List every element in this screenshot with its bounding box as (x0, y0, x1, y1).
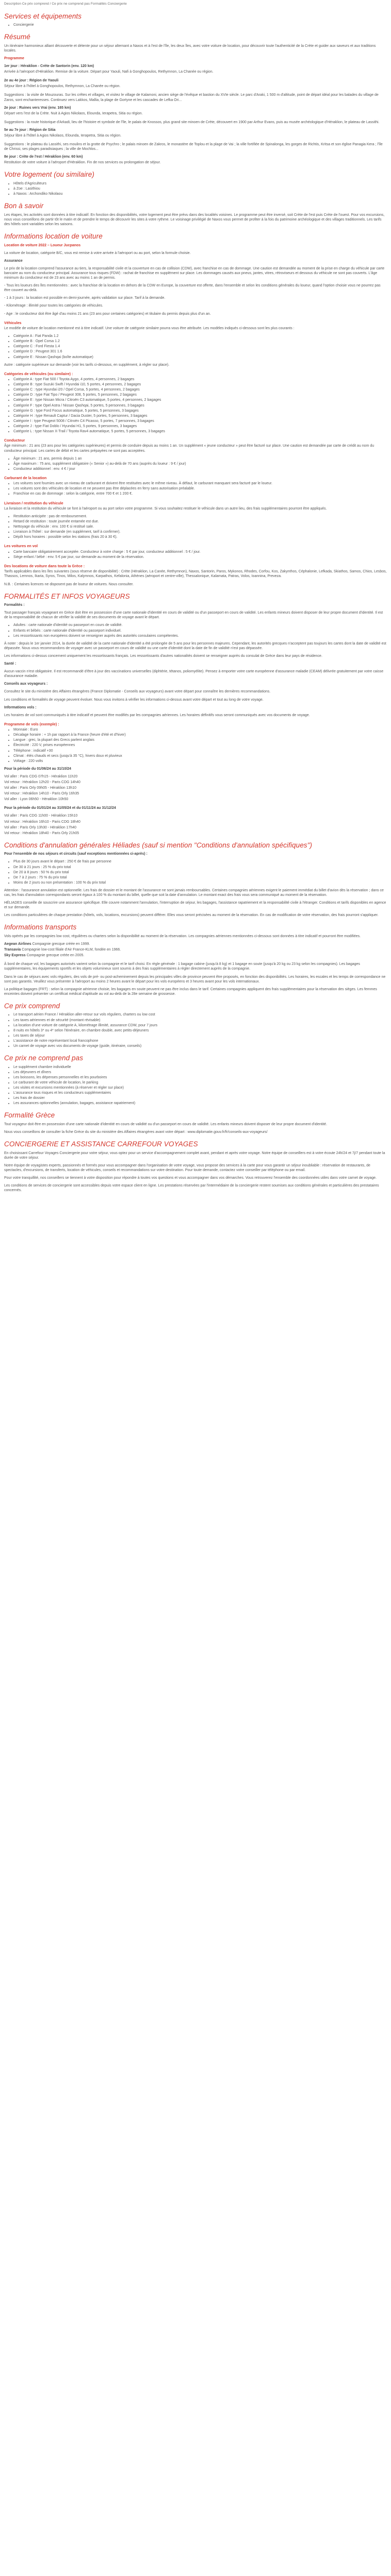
airline-item (4, 953, 387, 958)
info-item: • Langue : grec, la plupart des Grecs parlent anglais (13, 738, 387, 742)
day-text: Arrivée à l'aéroport d'Héraklion. Remise de la voiture. Départ pour Yaouli, Nafi à Gonghopoulos, Rethymnon, La Chanée ou région. (4, 70, 214, 74)
vols-period-list (4, 774, 387, 802)
day-text: Restitution de votre voiture à l'aéroport d'Héraklion. Fin de nos services ou prolongation de séjour. (4, 161, 161, 165)
loueur-note: N.B. : Certaines licences ne disposent pas de loueur de voitures. Nous consulter. (4, 582, 134, 586)
conseils-title: Conseils aux voyageurs : (4, 682, 48, 686)
prix-comprend-item: • Les taxes de séjour (13, 1033, 387, 1038)
info-item: • Décalage horaire : + 1h par rapport à la France (heure d'été et d'hiver) (13, 733, 387, 737)
vehicules-text: Le modèle de voiture de location mentionné est à titre indicatif. Une voiture de catégorie similaire pourra vous être attribuée. Les modèles indiqués ci-dessous sont les plus courants : (4, 327, 295, 331)
carburant-title: Carburant de la location (4, 475, 47, 480)
annulation-title: Conditions d'annulation générales Héliades (sauf si mention "Conditions d'annulation spécifiques") (4, 841, 313, 849)
formalites-text: Tout passager français voyageant en Grèce doit être en possession d'une carte nationale d'identité en cours de validité ou d'un passeport en cours de validité. Les enfants mineurs doivent disposer de leur propre document d'identité. Il est de la responsabilité de chacun de vérifier la validité de ses documents de voyage avant le départ. (4, 611, 383, 620)
day-block (4, 128, 387, 138)
day-block (4, 78, 387, 89)
prix-ne-comprend-item: • Les déjeuners et dîners (13, 1070, 387, 1075)
categories-list (4, 377, 387, 434)
formalite-item: • Enfants et bébés : carte nationale d'identité ou passeport individuel. (13, 629, 387, 633)
conducteur-text: Âge minimum : 21 ans (23 ans pour les catégories supérieures) et permis de conduire depuis au moins 1 an. Un supplément « jeune conducteur » peut être facturé sur place. Une caution est demandée par carte de crédit au nom du conducteur principal. Les cartes de débit et les cartes prépayées ne sont pas acceptées. (4, 444, 374, 453)
voitures-options-list (4, 550, 387, 560)
services-item: • Conciergerie (13, 23, 387, 27)
livraison-list (4, 514, 387, 539)
loueur-text: Tarifs applicables dans les îles suivantes (sous réserve de disponibilité) : Crète (Héraklion, La Canée, Rethymnon), Naxos, Santorin, Paros, Mykonos, Rhodes, Corfou, Kos, Zakynthos, Céphalonie, Lefkada, Skiathos, Samos, Chios, Lesbos, Thassos, Lemnos, Ikaria, Syros, Tinos, Milos, Kalymnos, Karpathos, Kefalonia, Athènes (aéroport et centre-ville), Thessalonique, Kalamata, Patras, Volos, Ioannina, Preveza. (4, 570, 387, 579)
vehicule-item: • Catégorie B : Opel Corsa 1.2 (13, 339, 387, 344)
formalites-text: À noter : depuis le 1er janvier 2014, la durée de validité de la carte nationale d'identité a été prolongée de 5 ans pour les personnes majeures. Cependant, les autorités grecques n'acceptent pas toujours les cartes dont la date de validité est dépassée. Nous vous recommandons de voyager avec un passeport en cours de validité ou une carte d'identité dont la date de fin de validité n'est pas dépassée. (4, 641, 386, 650)
livraison-item: • Livraison à l'hôtel : sur demande (en supplément, tarif à confirmer). (13, 530, 387, 534)
day-text: Séjour libre à l'hôtel à Gonghopoulos, Rethymnon, La Chanée ou région. (4, 84, 121, 89)
prix-ne-comprend-item: • Le carburant de votre véhicule de location, le parking (13, 1080, 387, 1085)
info-item: • Monnaie : Euro (13, 727, 387, 732)
transports-text: La politique bagages (FRT) : selon la compagnie aérienne choisie, les bagages en soute peuvent ne pas être inclus dans le tarif. Certaines compagnies appliquent des frais supplémentaires pour la réservation des sièges. Les femmes enceintes doivent présenter un certificat médical d'aptitude au vol au-delà de la 28e semaine de grossesse. (4, 987, 377, 996)
airline-desc: Compagnie low-cost filiale d'Air France-KLM, fondée en 1966. (22, 948, 121, 952)
voitures-options-title: Les voitures en vol (4, 544, 38, 549)
day-block (4, 106, 387, 116)
loueur-title: Des locations de voiture dans toute la Grèce : (4, 564, 85, 569)
prix-comprend-item: • L'assistance de notre représentant local francophone (13, 1039, 387, 1043)
formalites-text: Les informations ci-dessus concernent uniquement les ressortissants français. Les ressortissants d'autres nationalités doivent se renseigner auprès du consulat de Grèce dans leur pays de résidence. (4, 654, 322, 658)
annulation-text: Attention : l'assurance annulation est optionnelle. Les frais de dossier et le montant de l'assurance ne sont jamais remboursables. Certaines compagnies aériennes exigent le paiement immédiat du billet d'avion dès la réservation ; dans ce cas, les frais d'annulation correspondants seront égaux à 100 % du montant du billet, quelle que soit la date d'annulation. Le montant exact des frais vous sera communiqué au moment de la réservation. (4, 888, 384, 897)
prix-comprend-item: • Les taxes aériennes et de sécurité (montant révisable) (13, 1018, 387, 1023)
airline-name: Aegean Airlines (4, 942, 31, 946)
prix-ne-comprend-item: • L'assurance tous risques et les conducteurs supplémentaires (13, 1091, 387, 1095)
annulation-item: • De 7 à 2 jours : 75 % du prix total (13, 875, 387, 880)
services-title: Services et équipements (4, 12, 82, 20)
vol-line: Vol aller : Paris CDG 07h15 - Héraklion 11h20 (4, 774, 78, 778)
transports-text: Vols opérés par les compagnies low cost, régulières ou charters selon la disponibilité au moment de la réservation. Les compagnies aériennes mentionnées ci-dessous sont données à titre indicatif et pourront être modifiées. (4, 934, 361, 938)
carburant-item: • Franchise en cas de dommage : selon la catégorie, entre 700 € et 1 200 €. (13, 492, 387, 496)
location-text: Le prix de la location comprend l'assurance au tiers, la responsabilité civile et la couverture en cas de collision (CDW), avec franchise en cas de dommage. Une caution est demandée au moment de la prise en charge du véhicule par carte bancaire au nom du conducteur principal. Assurance tous risques (FDW) : rachat de franchise en supplément sur place. Les dommages causés aux pneus, jantes, vitres, rétroviseurs et dessous du véhicule ne sont pas couverts. L'âge minimum du conducteur est de 23 ans avec au moins 1 an de permis. (4, 266, 385, 280)
day-title: 2e au 4e jour : Région de Yaouli (4, 79, 59, 83)
prix-ne-comprend-item: • Le supplément chambre individuelle (13, 1065, 387, 1070)
vols-period-title: Pour la période du 01/01/24 au 31/05/24 et du 01/11/24 au 31/12/24 (4, 806, 116, 810)
prix-ne-comprend-item: • Les assurances optionnelles (annulation, bagages, assistance rapatriement) (13, 1101, 387, 1106)
vol-line: Vol aller : Paris Orly 13h30 - Héraklion 17h40 (4, 825, 77, 829)
location-text: La voiture de location, catégorie B/C, vous est remise à votre arrivée à l'aéroport ou au port, selon la formule choisie. (4, 251, 191, 255)
category-item: • Catégorie F : type Opel Astra / Nissan Qashqai, 5 portes, 5 personnes, 3 bagages (13, 403, 387, 408)
livraison-item: • Restitution anticipée : pas de remboursement. (13, 514, 387, 519)
category-item: • Catégorie H : type Renault Captur / Dacia Duster, 5 portes, 5 personnes, 3 bagages (13, 414, 387, 418)
livraison-item: • Retard de restitution : toute journée entamée est due. (13, 519, 387, 524)
vol-line: Vol retour : Héraklion 16h10 - Paris CDG 18h40 (4, 820, 80, 824)
info-item: • Électricité : 220 V, prises européennes (13, 743, 387, 748)
vol-line: Vol retour : Héraklion 12h20 - Paris CDG 14h40 (4, 781, 80, 784)
location-text: - Tous les loueurs des îles mentionnées : avec la franchise de la location en dehors de la CDW en Europe, la couverture est offerte, dans l'ensemble et selon les conditions générales du loueur, quand l'option choisie vous ne pourrez pas être couvert au-delà. (4, 284, 381, 293)
logement-item: • à Naxos : Archondiko Nikolaou (13, 192, 387, 196)
services-list (4, 23, 387, 27)
formalite-item: • Les ressortissants non européens doivent se renseigner auprès des autorités consulaires compétentes. (13, 634, 387, 638)
vehicule-item: • Catégorie C : Ford Fiesta 1.4 (13, 344, 387, 349)
conducteur-item: • Conducteur additionnel : env. 4 € / jour (13, 467, 387, 471)
day-text: Suggestions : le plateau du Lassithi, ses moulins et la grotte de Psychro ; le palais minoen de Zakros, le monastère de Toplou et la plage de Vai ; la ville fortifiée de Spinalonga, les gorges de Richtis, Kritsa et son église Panagia Kera ; l'île de Chrissi, ses plages paradisiaques ; la ville de Mochlos... (4, 143, 383, 151)
vol-line: Vol aller : Paris CDG 11h00 - Héraklion 15h10 (4, 814, 78, 818)
prix-ne-comprend-title: Ce prix ne comprend pas (4, 1054, 84, 1062)
vols-text: Les horaires de vol sont communiqués à titre indicatif et peuvent être modifiés par les compagnies aériennes. Les horaires définitifs vous seront communiqués avec vos documents de voyage. (4, 713, 310, 717)
location-text: - Kilométrage : illimité pour toutes les catégories de véhicules. (4, 304, 103, 308)
prix-comprend-item: • Un carnet de voyage avec vos documents de voyage (guide, itinéraire, conseils) (13, 1044, 387, 1048)
vehicules-list (4, 334, 387, 359)
conducteur-item: • Âge minimum : 21 ans, permis depuis 1 an (13, 456, 387, 461)
formalite-grece-text: Nous vous conseillons de consulter la fiche Grèce du site du ministère des Affaires étrangères avant votre départ : www.diplomatie.gouv.fr/fr/conseils-aux-voyageurs/ (4, 1130, 268, 1134)
annulation-item: • Plus de 30 jours avant le départ : 250 € de frais par personne (13, 859, 387, 864)
vol-line: Vol aller : Lyon 06h50 - Héraklion 10h50 (4, 798, 69, 802)
annulation-subtitle: Pour l'ensemble de nos séjours et circuits (sauf exceptions mentionnées ci-après) : (4, 852, 148, 856)
prix-ne-comprend-item: • Les visites et excursions mentionnées (à réserver et régler sur place) (13, 1086, 387, 1090)
airlines-list (4, 942, 387, 958)
prix-ne-comprend-item: • Les frais de dossier (13, 1096, 387, 1100)
logement-title: Votre logement (ou similaire) (4, 171, 94, 179)
airline-name: Sky Express (4, 954, 26, 958)
annulation-text: Les conditions particulières de chaque prestation (hôtels, vols, locations, excursions) peuvent différer. Elles vous seront précisées au moment de la réservation. En cas de modification de votre réservation, des frais pourront s'appliquer. (4, 913, 379, 918)
conciergerie-text: Les conditions de services de conciergerie sont accessibles depuis votre espace client en ligne. Les prestations réservées par l'intermédiaire de la conciergerie restent soumises aux conditions générales et particulières des prestataires concernés. (4, 1184, 379, 1193)
vol-line: Vol retour : Héraklion 18h40 - Paris Orly 21h05 (4, 831, 79, 835)
vehicule-item: • Catégorie D : Peugeot 301 1.6 (13, 349, 387, 354)
livraison-text: La livraison et la restitution du véhicule se font à l'aéroport ou au port selon votre programme. Si vous souhaitez restituer le véhicule dans un autre lieu, des frais supplémentaires pourront être appliqués. (4, 506, 327, 511)
sante-title: Santé : (4, 662, 17, 666)
livraison-item: • Dépôt hors horaires : possible selon les stations (frais 20 à 30 €). (13, 535, 387, 539)
annulation-item: • Moins de 2 jours ou non présentation : 100 % du prix total (13, 880, 387, 885)
airline-item (4, 942, 387, 946)
category-item: • Catégorie J : type Fiat Doblo / Hyundai H1, 5 portes, 9 personnes, 3 bagages (13, 424, 387, 429)
carburant-item: • Les voitures sont fournies avec un niveau de carburant et doivent être restituées avec le même niveau. À défaut, le carburant manquant sera facturé par le loueur. (13, 481, 387, 486)
annulation-item: • De 20 à 8 jours : 50 % du prix total (13, 870, 387, 875)
prix-comprend-item: • Le transport aérien France / Héraklion aller-retour sur vols réguliers, charters ou low cost (13, 1012, 387, 1017)
bon-savoir-title: Bon à savoir (4, 202, 44, 210)
vehicule-item: • Catégorie A : Fiat Panda 1.2 (13, 334, 387, 338)
day-block (4, 64, 387, 74)
info-item: • Voltage : 220 volts (13, 759, 387, 764)
annulation-list (4, 859, 387, 885)
category-item: • Catégorie C : type Hyundai i20 / Opel Corsa, 5 portes, 4 personnes, 2 bagages (13, 387, 387, 392)
annulation-item: • De 30 à 21 jours : 25 % du prix total (13, 865, 387, 870)
category-item: • Catégorie D : type Fiat Tipo / Peugeot 308, 5 portes, 5 personnes, 2 bagages (13, 393, 387, 397)
info-item: • Climat : étés chauds et secs (jusqu'à 35 °C), hivers doux et pluvieux (13, 754, 387, 758)
formalite-grece-title: Formalité Grèce (4, 1111, 55, 1120)
prix-ne-comprend-list (4, 1065, 387, 1106)
category-item: • Catégorie I : type Peugeot 5008 / Citroën C4 Picasso, 5 portes, 7 personnes, 3 bagages (13, 419, 387, 423)
carburant-item: • Les voitures sont des véhicules de location et ne peuvent pas être déplacées en ferry sans autorisation préalable. (13, 486, 387, 491)
option-item: • Carte bancaire obligatoirement acceptée. Conducteur à votre charge : 5 € par jour, conducteur additionnel : 5 € / jour. (13, 550, 387, 554)
day-title: 2e jour : Ruines vers Vrai (env. 165 km) (4, 106, 71, 110)
day-text: Suggestions : la visite de Mouzouras. Sur les crêtes et villages, et visitez le village de Kalamoni, ancien siège de l'évêque et bastion du XVIe siècle. Le parc d'Araki, 1 500 m d'altitude, point de départ idéal pour les balades du village de Zaros, sont enchanteresses. Continuez vers Lakkos, Mallia, la plage de Gortyne et les cascades de Lefka Ori... (4, 93, 379, 102)
vehicule-item: • Catégorie E : Nissan Qashqai (boîte automatique) (13, 355, 387, 360)
categories-title: Catégories de véhicules (ou similaire) : (4, 371, 73, 376)
location-text: - 1 à 3 jours : la location est possible en demi-journée, après validation sur place. Tarif à la demande. (4, 296, 166, 300)
resume-title: Résumé (4, 33, 30, 41)
info-item: • Téléphone : indicatif +30 (13, 749, 387, 753)
option-item: • Siège enfant / bébé : env. 5 € par jour, sur demande au moment de la réservation. (13, 555, 387, 560)
category-item: • Catégorie A : type Fiat 500 / Toyota Aygo, 4 portes, 4 personnes, 2 bagages (13, 377, 387, 382)
conciergerie-title: CONCIERGERIE ET ASSISTANCE CARREFOUR VOYAGES (4, 1140, 198, 1148)
airline-name: Transavia (4, 948, 21, 952)
prix-comprend-item: • La location d'une voiture de catégorie A, kilométrage illimité, assurance CDW, pour 7 jours (13, 1023, 387, 1028)
logement-item: • Hôtels d'Agriculteurs (13, 181, 387, 186)
prix-ne-comprend-item: • Les boissons, les dépenses personnelles et les pourboires (13, 1075, 387, 1080)
formalites-subtitle: Formalités : (4, 603, 25, 607)
day-text: Départ vers l'est de la Crète. Nuit à Agios Nikolaos, Elounda, Ierapetra, Sitia ou région. (4, 111, 143, 115)
vehicules-title: Véhicules (4, 320, 22, 325)
carburant-list (4, 481, 387, 496)
programme-heading: Programme (4, 56, 24, 60)
vols-period-list (4, 814, 387, 835)
formalite-grece-text: Tout voyageur doit être en possession d'une carte nationale d'identité en cours de validité ou d'un passeport en cours de validité. Les enfants mineurs doivent disposer de leur propre document d'identité. (4, 1122, 328, 1126)
annulation-text: HÉLIADES conseille de souscrire une assurance spécifique. Elle couvre notamment l'annulation, l'interruption de séjour, les bagages, l'assistance rapatriement et la responsabilité civile à l'étranger. Conditions et tarifs disponibles en agence et sur demande. (4, 901, 386, 910)
vol-line: Vol aller : Paris Orly 09h05 - Héraklion 13h10 (4, 786, 77, 790)
day-block (4, 155, 387, 165)
conciergerie-text: En choisissant Carrefour Voyages Conciergerie pour votre séjour, vous optez pour un service d'accompagnement complet avant, pendant et après votre voyage. Notre équipe de conseillers est à votre écoute 24h/24 et 7j/7 pendant toute la durée de votre séjour. (4, 1151, 385, 1160)
location-subtitle: Location de voiture 2022 – Loueur Jucpanos (4, 243, 81, 247)
formalites-text: Les conditions et formalités de voyage peuvent évoluer. Nous vous invitons à vérifier les informations ci-dessus avant votre départ et tout au long de votre voyage. (4, 698, 264, 702)
prix-comprend-title: Ce prix comprend (4, 1002, 60, 1010)
prix-comprend-list (4, 1012, 387, 1048)
location-text: - Age : le conducteur doit être âgé d'au moins 21 ans (23 ans pour certaines catégories) et titulaire du permis depuis plus d'un an. (4, 312, 211, 316)
conciergerie-text: Notre équipe de voyagistes experts, passionnés et formés pour vous accompagner dans l'organisation de votre voyage, vous propose des services à la carte pour vous garantir un séjour inoubliable : réservation de restaurants, de spectacles, d'excursions, de transferts, location de véhicules, conseils et recommandations sur votre destination. Pour toute demande, contactez votre conseiller par téléphone ou par email. (4, 1163, 370, 1172)
conducteur-item: • Âge maximum : 75 ans, supplément obligatoire (« Senior ») au-delà de 70 ans (auprès du loueur : 9 € / jour) (13, 462, 387, 466)
page (0, 0, 391, 1201)
infos-pratiques-list (4, 727, 387, 764)
day-text: Séjour libre à l'hôtel à Agios Nikolaos, Elounda, Ierapetra, Sitia ou région. (4, 133, 122, 138)
category-item: • Catégorie G : type Ford Focus automatique, 5 portes, 5 personnes, 3 bagages (13, 409, 387, 413)
programme-vols-title: Programme de vols (exemple) : (4, 721, 59, 726)
assurance-title: Assurance (4, 259, 23, 263)
header-description: Description Ce prix comprend / Ce prix ne comprend pas Formalités Conciergerie (4, 2, 127, 6)
formalites-title: FORMALITÉS ET INFOS VOYAGEURS (4, 592, 130, 600)
formalite-item: • Adultes : carte nationale d'identité ou passeport en cours de validité. (13, 623, 387, 628)
category-item: • Catégorie E : type Nissan Micra / Citroën C3 automatique, 5 portes, 4 personnes, 2 bagages (13, 398, 387, 402)
vols-period-title: Pour la période du 01/06/24 au 31/10/24 (4, 767, 71, 771)
logement-item: • à Zoe : Lasithiou (13, 187, 387, 191)
transports-title: Informations transports (4, 923, 77, 931)
livraison-title: Livraison / restitution du véhicule (4, 500, 63, 505)
livraison-item: • Nettoyage du véhicule : env. 100 € si restitué sale. (13, 524, 387, 529)
sante-text: Aucun vaccin n'est obligatoire. Il est recommandé d'être à jour des vaccinations universelles (diphtérie, tétanos, poliomyélite). Pensez à emporter votre carte européenne d'assurance maladie (CEAM) délivrée gratuitement par votre caisse d'assurance maladie. (4, 670, 384, 679)
conseils-text: Consultez le site du ministère des Affaires étrangères (France Diplomatie - Conseils aux voyageurs) avant votre départ pour connaître les dernières recommandations. (4, 690, 271, 694)
formalites-list (4, 623, 387, 638)
bon-savoir-text: Les étapes, les activités sont données à titre indicatif. En fonction des disponibilités, votre logement peut être prévu dans des localités voisines. Le programme peut être inversé, soit Crète de l'est puis Crète de l'ouest. Pour vos excursions, nous vous conseillons de partir tôt le matin et de prendre le temps de découvrir les sites à votre rythme. Le voisinage privilégié de Naxos vous permet de profiter à la fois du patrimoine archéologique et des villages traditionnels. Les tarifs des hôtels sont variables selon les saisons. (4, 213, 385, 226)
transports-text: À bord de chaque vol, les bagages autorisés varient selon la compagnie et le tarif choisi. En règle générale : 1 bagage cabine (jusqu'à 8 kg) et 1 bagage en soute (jusqu'à 20 kg ou 23 kg selon les compagnies). Les bagages supplémentaires, les équipements sportifs et les objets volumineux sont soumis à des frais supplémentaires à régler directement auprès de la compagnie. (4, 962, 360, 971)
prix-comprend-item: • 8 nuits en hôtels 3* ou 4* selon l'itinéraire, en chambre double, avec petits-déjeuners (13, 1028, 387, 1033)
logement-list (4, 181, 387, 196)
day-title: 5e au 7e jour : Région de Sitia (4, 128, 56, 132)
location-title: Informations location de voiture (4, 232, 103, 241)
transports-text: Dans le cas de séjours avec vols réguliers, des vols de pré- ou post-acheminement depuis les principales villes de province peuvent être proposés, en fonction des disponibilités. Les horaires, les escales et les temps de correspondance ne sont pas garantis. Veuillez vous présenter à l'aéroport au moins 2 heures avant le départ pour les vols européens et 3 heures avant pour les vols internationaux. (4, 975, 386, 984)
vehicules-text: Autre : catégorie supérieure sur demande (voir les tarifs ci-dessous, en supplément, à régler sur place). (4, 363, 170, 367)
day-title: 8e jour : Crète de l'est / Héraklion (env. 60 km) (4, 155, 83, 159)
conducteur-list (4, 456, 387, 471)
category-item: • Catégorie B : type Suzuki Swift / Hyundai i10, 5 portes, 4 personnes, 2 bagages (13, 382, 387, 387)
conciergerie-text: Pour votre tranquillité, nos conseillers se tiennent à votre disposition pour répondre à toutes vos questions et vous accompagner dans vos démarches. Vous retrouverez l'ensemble des coordonnées utiles dans votre carnet de voyage. (4, 1176, 377, 1180)
conducteur-title: Conducteur (4, 438, 25, 443)
airline-desc: Compagnie grecque créée en 2005. (26, 954, 85, 958)
resume-intro: Un itinéraire harmonieux alliant découverte et détente pour un séjour alternant a Naxos et à l'est de l'île, les deux îles, avec votre voiture de location, pour découvrir toute l'authenticité de la Crète et guider aux saveurs et aux traditions locales. (4, 44, 376, 53)
category-item: • Catégorie L : type Nissan X-Trail / Toyota Rav4 automatique, 5 portes, 5 personnes, 3 bagages (13, 429, 387, 434)
day-text: Suggestions : la route historique d'Arkadi, lieu de l'histoire et symbole de l'île, le palais de Knossos, plus grand site minoen de Crète, découvert en 1900 par Arthur Evans, puis au musée archéologique d'Héraklion, le plateau de Lassithi. (4, 120, 380, 124)
airline-item (4, 947, 387, 952)
vols-title: Informations vols : (4, 705, 37, 709)
day-title: 1er jour : Héraklion - Crète de Santorin (env. 120 km) (4, 64, 94, 69)
airline-desc: Compagnie grecque créée en 1999. (32, 942, 90, 946)
vol-line: Vol retour : Héraklion 14h10 - Paris Orly 16h35 (4, 792, 79, 796)
